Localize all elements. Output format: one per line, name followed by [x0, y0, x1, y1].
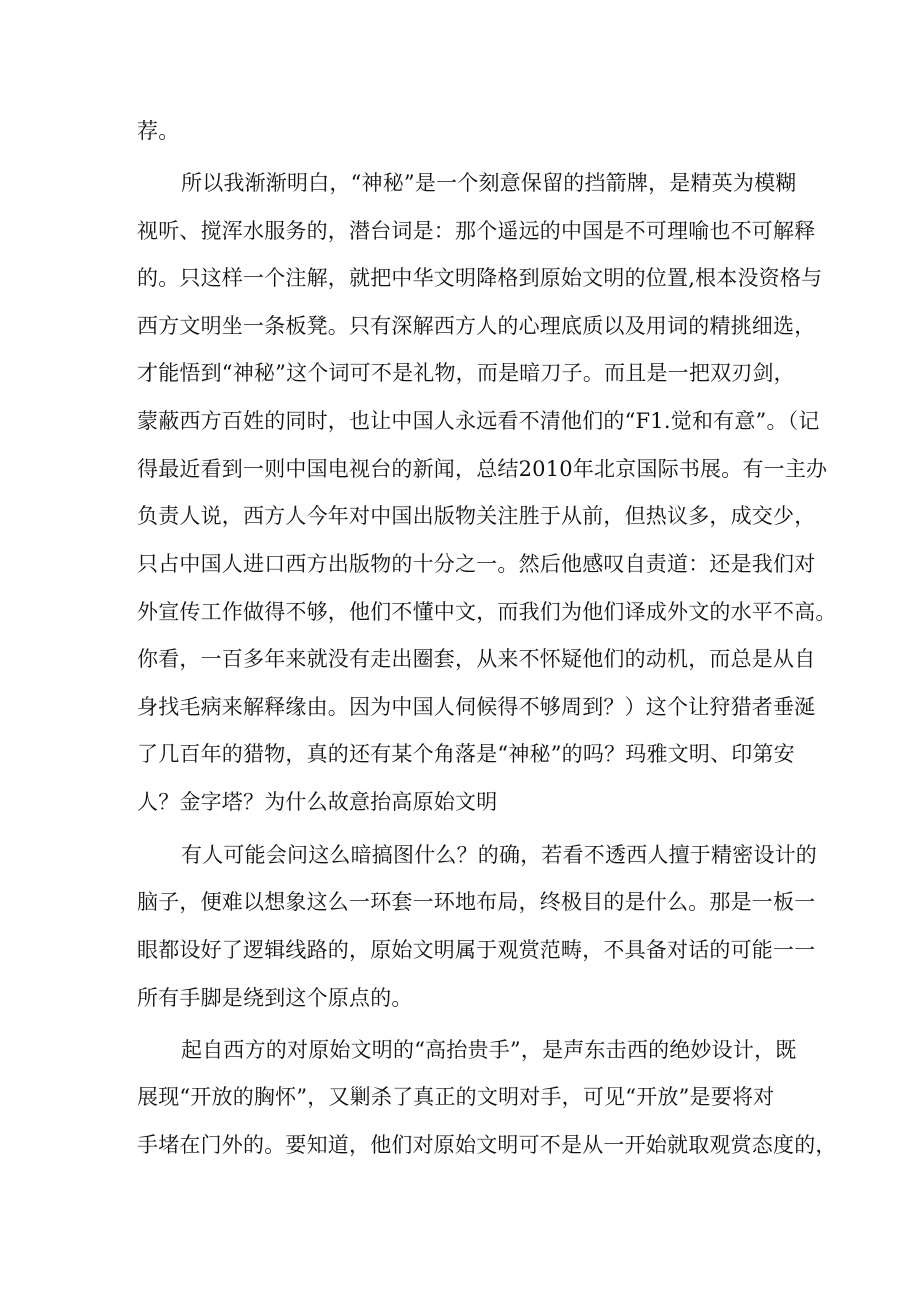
paragraph-line: 视听、搅浑水服务的，潜台词是：那个遥远的中国是不可理喻也不可解释	[137, 219, 816, 243]
paragraph-line: 负责人说，西方人今年对中国出版物关注胜于从前，但热议多，成交少，	[137, 504, 816, 528]
paragraph-line: 脑子，便难以想象这么一环套一环地布局，终极目的是什么。那是一板一	[137, 890, 816, 914]
paragraph-line: 起自西方的对原始文明的“高抬贵手”，是声东击西的绝妙设计，既	[181, 1038, 797, 1062]
paragraph-line: 了几百年的猎物，真的还有某个角落是“神秘”的吗？玛雅文明、印第安	[137, 742, 795, 766]
paragraph-line: 眼都设好了逻辑线路的，原始文明属于观赏范畴，不具备对话的可能一一	[137, 938, 816, 962]
paragraph-line: 所以我渐渐明白，“神秘”是一个刻意保留的挡箭牌，是精英为模糊	[181, 171, 797, 195]
paragraph-line: 的。只这样一个注解，就把中华文明降格到原始文明的位置,根本没资格与	[137, 266, 823, 290]
paragraph-line: 你看，一百多年来就没有走出圈套，从来不怀疑他们的动机，而总是从自	[137, 647, 816, 671]
paragraph-line: 西方文明坐一条板凳。只有深解西方人的心理底质以及用词的精挑细选，	[137, 314, 816, 338]
paragraph-line: 所有手脚是绕到这个原点的。	[137, 986, 413, 1010]
paragraph-line: 只占中国人进口西方出版物的十分之一。然后他感叹自责道：还是我们对	[137, 552, 816, 576]
paragraph-line: 荐。	[137, 119, 180, 143]
paragraph-line: 外宣传工作做得不够，他们不懂中文，而我们为他们译成外文的水平不高。	[137, 600, 837, 624]
paragraph-line: 展现“开放的胸怀”，又剿杀了真正的文明对手，可见“开放”是要将对	[137, 1085, 775, 1109]
paragraph-line: 有人可能会问这么暗搞图什么？的确，若看不透西人擅于精密设计的	[181, 843, 817, 867]
paragraph-line: 人？金字塔？为什么故意抬高原始文明	[137, 790, 498, 814]
paragraph-line: 蒙蔽西方百姓的同时，也让中国人永远看不清他们的“F1.觉和有意”。（记	[137, 409, 820, 433]
paragraph-line: 才能悟到“神秘”这个词可不是礼物，而是暗刀子。而且是一把双刃剑，	[137, 361, 795, 385]
paragraph-line: 手堵在门外的。要知道，他们对原始文明可不是从一开始就取观赏态度的，	[137, 1133, 837, 1157]
paragraph-line: 身找毛病来解释缘由。因为中国人伺候得不够周到？）这个让狩猎者垂涎	[137, 695, 816, 719]
paragraph-line: 得最近看到一则中国电视台的新闻，总结2010年北京国际书展。有一主办	[137, 457, 828, 481]
